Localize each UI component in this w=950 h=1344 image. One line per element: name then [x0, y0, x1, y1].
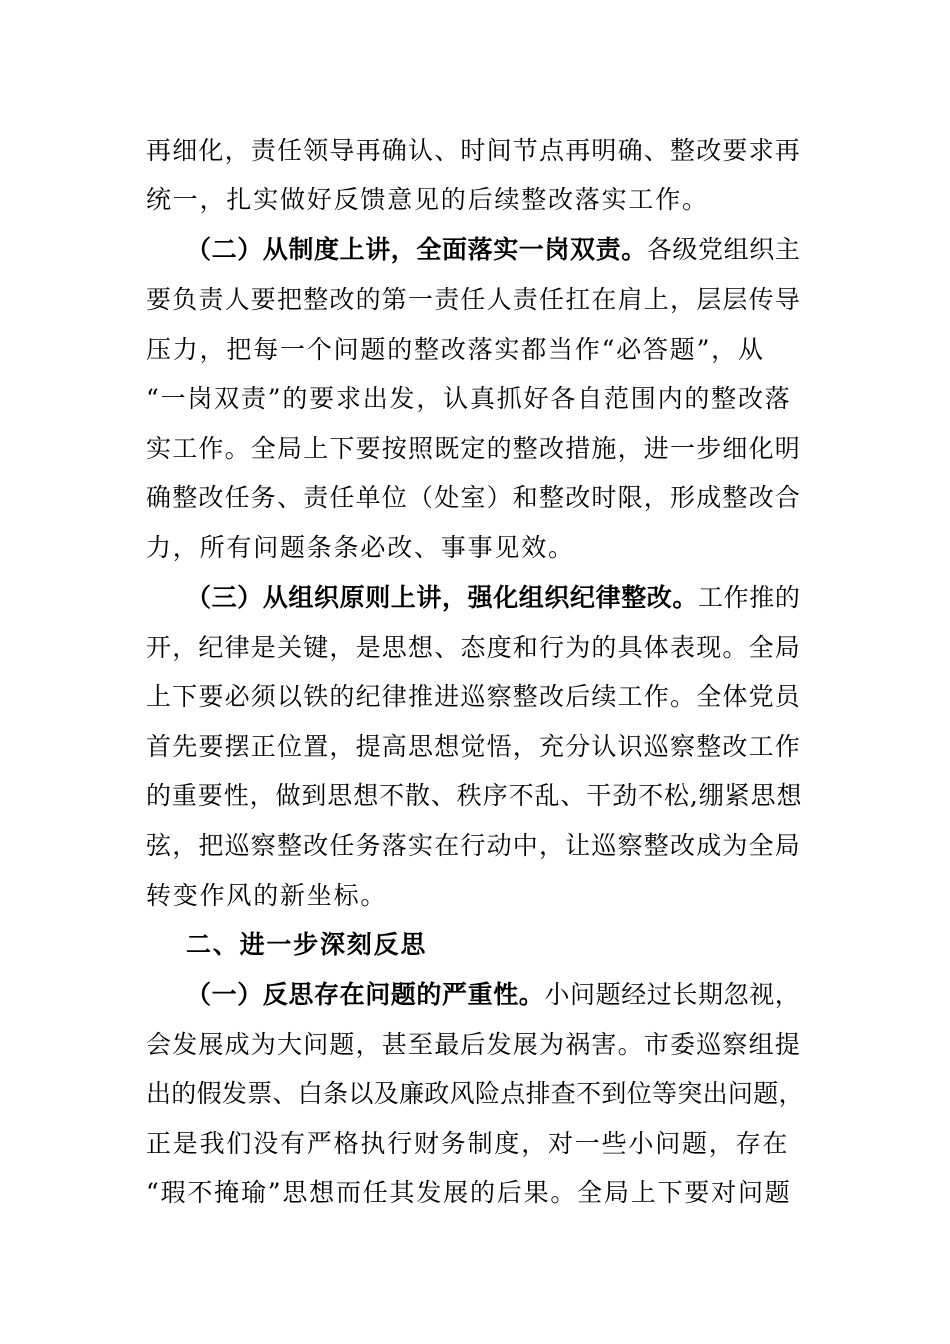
section-title: 二、进一步深刻反思 [186, 930, 428, 959]
text-line: 要负责人要把整改的第一责任人责任扛在肩上，层层传导 [146, 285, 802, 314]
text-line: 转变作风的新坐标。 [146, 881, 388, 910]
paragraph-heading: （三）从组织原则上讲，强化组织纪律整改。 [186, 583, 699, 612]
text-line: 实工作。全局上下要按照既定的整改措施，进一步细化明 [146, 434, 802, 463]
paragraph-heading: （二）从制度上讲，全面落实一岗双责。 [186, 235, 647, 264]
text-line: 弦，把巡察整改任务落实在行动中，让巡察整改成为全局 [146, 831, 802, 860]
text-line: 出的假发票、白条以及廉政风险点排查不到位等突出问题， [146, 1079, 804, 1108]
text-line: 的重要性，做到思想不散、秩序不乱、干劲不松,绷紧思想 [146, 781, 803, 810]
text-span: 各级党组织主 [646, 235, 801, 264]
paragraph-first-line [186, 975, 806, 1015]
paragraph-first-line [186, 230, 806, 270]
text-line: 会发展成为大问题，甚至最后发展为祸害。市委巡察组提 [146, 1030, 802, 1059]
text-line: 上下要必须以铁的纪律推进巡察整改后续工作。全体党员 [146, 682, 802, 711]
text-line: 确整改任务、责任单位（处室）和整改时限，形成整改合 [146, 483, 802, 512]
text-line: “瑕不掩瑜”思想而任其发展的后果。全局上下要对问题 [146, 1178, 792, 1207]
text-line: 开，纪律是关键，是思想、态度和行为的具体表现。全局 [146, 633, 802, 662]
text-line: “一岗双责”的要求出发，认真抓好各自范围内的整改落 [146, 384, 792, 413]
text-span: 小问题经过长期忽视， [544, 980, 801, 1009]
text-line: 压力，把每一个问题的整改落实都当作“必答题”，从 [146, 335, 765, 364]
text-line: 首先要摆正位置，提高思想觉悟，充分认识巡察整改工作 [146, 732, 802, 761]
text-line: 统一，扎实做好反馈意见的后续整改落实工作。 [146, 185, 709, 214]
text-line: 正是我们没有严格执行财务制度，对一些小问题，存在 [146, 1129, 790, 1158]
text-line: 力，所有问题条条必改、事事见效。 [146, 533, 575, 562]
text-line: 再细化，责任领导再确认、时间节点再明确、整改要求再 [146, 136, 802, 165]
paragraph-first-line [186, 578, 806, 618]
paragraph-heading: （一）反思存在问题的严重性。 [186, 980, 545, 1009]
text-span: 工作推的 [698, 583, 801, 612]
